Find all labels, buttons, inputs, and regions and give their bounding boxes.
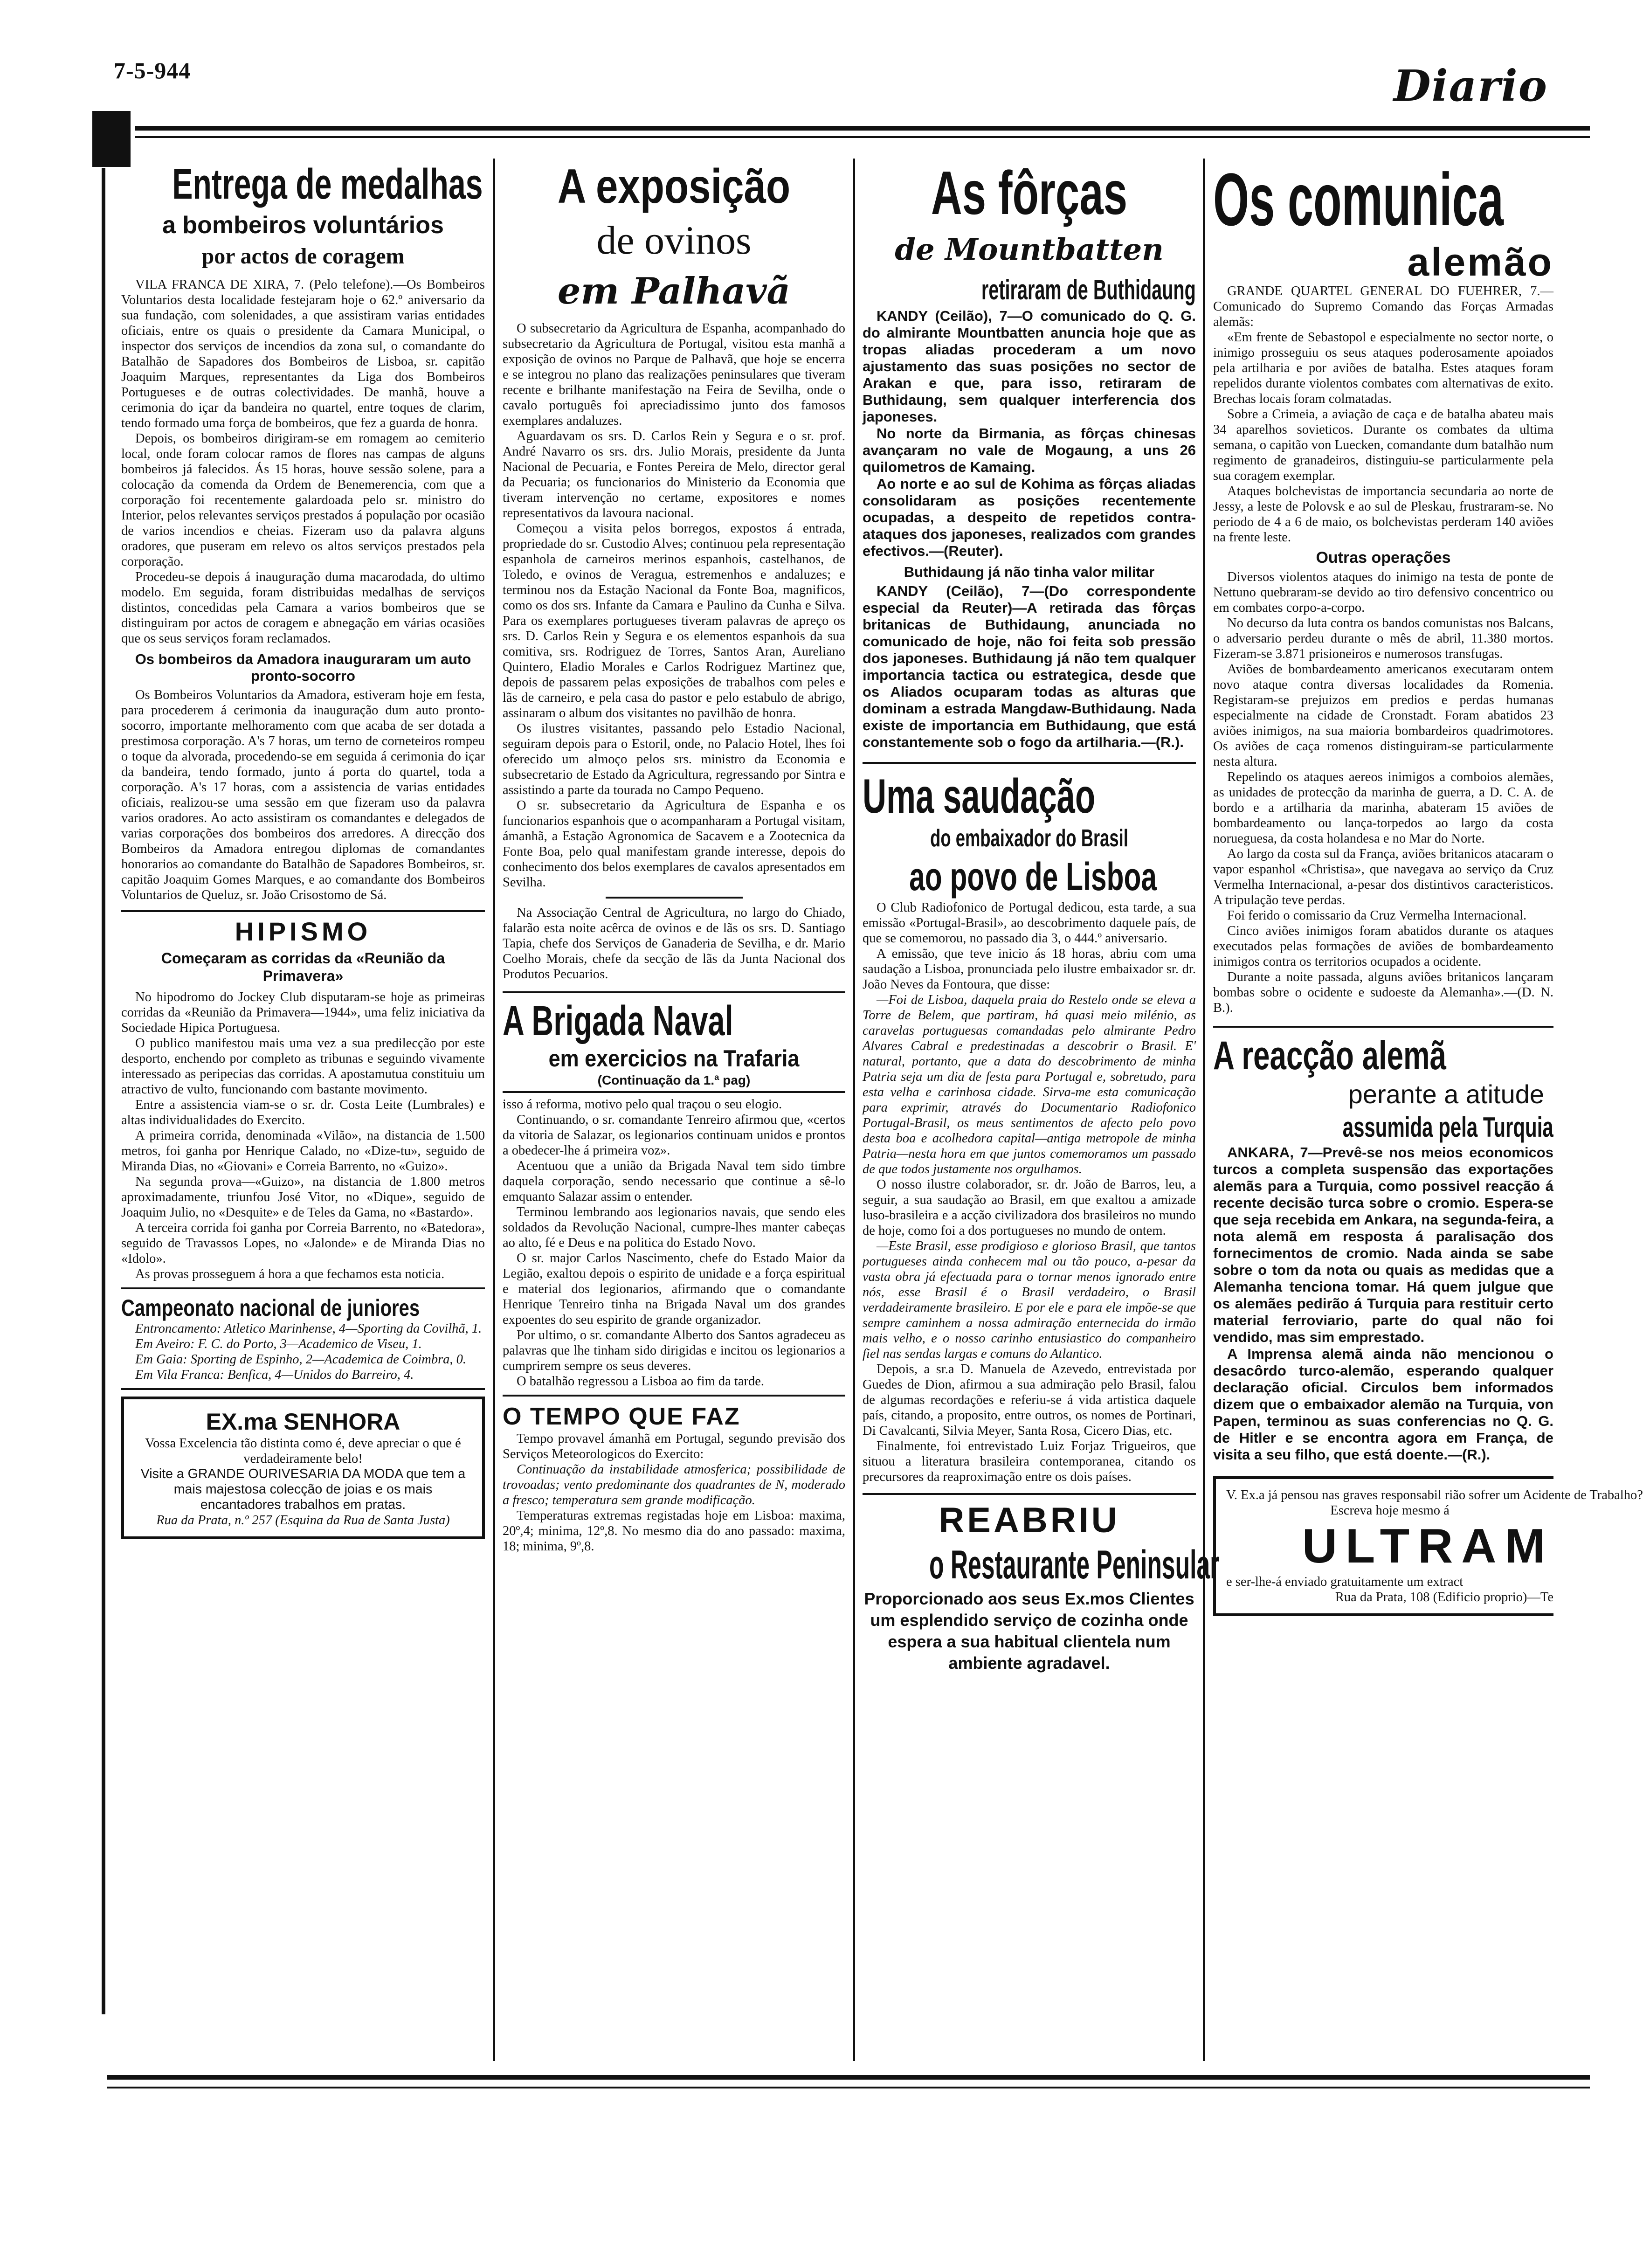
section-subhead: Outras operações [1316,549,1451,567]
column-rule-1 [493,159,495,2061]
ad-address: Rua da Prata, n.º 257 (Esquina da Rua de Santa Justa) [156,1513,450,1528]
paragraph: Finalmente, foi entrevistado Luiz Forjaz Trigueiros, que situou a literatura brasileira contemporanea, citando os precursores da reaproximação entre os dois países. [863,1439,1196,1484]
top-rule-thin [135,136,1590,138]
article-comunicado [1213,159,1553,1016]
paragraph: Temperaturas extremas registadas hoje em Lisboa: maxima, 20º,4; minima, 12º,8. No mesmo dia do ano passado: maxima, 18; minima, 9º,8. [503,1508,845,1554]
subheadline-2: assumida pela Turquia [1342,1112,1553,1143]
column-rule-2 [853,159,855,2061]
paragraph: No norte da Birmania, as fôrças chinesas avançaram no vale de Mogaung, a uns 26 quilometros de Kamaing. [863,425,1196,475]
paragraph: isso á reforma, motivo pelo qual traçou o seu elogio. [503,1097,782,1112]
divider [863,1493,1196,1495]
paragraph: Diversos violentos ataques do inimigo na testa de ponte de Nettuno quebraram-se devido ao tiro defensivo concentrico ou em combates corpo-a-corpo. [1213,570,1553,615]
paragraph: KANDY (Ceilão), 7—O comunicado do Q. G. do almirante Mountbatten anuncia hoje que as tropas aliadas procederam a um novo ajustamento das suas posições no sector de Arakan e que, para isso, retiraram de Buthidaung, sem qualquer interferencia dos japoneses. [863,308,1196,425]
paragraph: GRANDE QUARTEL GENERAL DO FUEHRER, 7.—Comunicado do Supremo Comando das Forças Armadas alemãs: [1213,284,1553,329]
headline: As fôrças [931,159,1128,227]
article-tempo [503,1402,845,1554]
subheadline-2: por actos de coragem [201,244,405,269]
ad-text: Escreva hoje mesmo á [1330,1503,1450,1518]
headline: A exposição [557,159,791,214]
paragraph: Os Bombeiros Voluntarios da Amadora, estiveram hoje em festa, para procederem á cerimonia da inauguração dum auto pronto-socorro, importante melhoramento com que acaba de ser dotada a prestimosa corporação. A's 7 horas, um terno de corneteiros rompeu o toque da alvorada, procedendo-se em seguida á cerimonia do içar da bandeira, tendo formado, junto á porta do quartel, toda a corporação. A's 17 horas, com a assistencia de varias entidades oficiais, realizou-se uma sessão em que fizeram uso da palavra varios oradores. Ao acto assistiram os comandantes e delegados de varias corporações dos bombeiros dos arredores. A direcção dos Bombeiros da Amadora entregou diplomas de comandantes honorarios ao comandante do Batalhão de Sapadores Bombeiros, sr. capitão Joaquim Gomes Marques, e ao comandante dos Bombeiros Voluntarios de Queluz, sr. João Crisostomo de Sá. [121,688,485,902]
masthead: Diario [1393,61,1548,111]
paragraph: «Em frente de Sebastopol e especialmente no sector norte, o inimigo prosseguiu os seus ataques poderosamente apoiados pela artilharia e por aviões de batalha. Estes ataques foram repelidos durante violentos combates com alternativas de exito. Brechas locais foram colmatadas. [1213,330,1553,406]
paragraph: Ao largo da costa sul da França, aviões britanicos atacaram o vapor espanhol «Christisa», que navegava ao serviço da Cruz Vermelha Internacional, a-pesar dos distintivos caracteristicos. A tripulação teve perdas. [1213,847,1553,907]
continuation-note: (Continuação da 1.ª pag) [597,1073,751,1087]
paragraph: Na Associação Central de Agricultura, no largo do Chiado, falarão esta noite acêrca de ovinos e de lãs os srs. D. Santiago Tapia, chefe dos Serviços de Ganaderia de Sevilha, e dr. Mario Coelho Morais, chefe da secção de lãs da Junta Nacional dos Produtos Pecuarios. [503,906,845,982]
subheadline-2: retiraram de Buthidaung [981,274,1196,305]
column-3 [863,159,1220,1674]
paragraph: As provas prosseguem á hora a que fechamos esta noticia. [135,1267,445,1281]
paragraph: O nosso ilustre colaborador, sr. dr. João de Barros, leu, a seguir, a sua saudação ao Brasil, em que exaltou a amizade luso-brasileira e a acção civilizadora dos brasileiros no mundo de hoje, como foi a dos portugueses no mundo de ontem. [863,1177,1196,1238]
ad-brand: ULTRAM [1302,1519,1553,1573]
divider [503,1091,845,1093]
paragraph: Terminou lembrando aos legionarios navais, que sendo eles soldados da Revolução Nacional, cumpre-lhes manter cabeças ao alto, fé e Deus e na politica do Estado Novo. [503,1205,845,1250]
paragraph: Em Gaia: Sporting de Espinho, 2—Academica de Coimbra, 0. [135,1352,467,1367]
paragraph: Cinco aviões inimigos foram abatidos durante os ataques executados pelas formações de aviões de bombardeamento inimigos contra os territorios ocupados a ocidente. [1213,924,1553,969]
paragraph: O sr. subsecretario da Agricultura de Espanha e os funcionarios espanhois que o acompanharam a Portugal visitam, ámanhã, a Estação Agronomica de Sacavem e a Zootecnica da Fonte Boa, pelo qual manifestam grande interesse, depois do conhecimento dos belos exemplares de cavalos apresentados em Sevilha. [503,798,845,890]
article-medalhas [121,159,485,903]
subheadline: do embaixador do Brasil [930,825,1128,852]
ad-title: EX.ma SENHORA [206,1409,400,1435]
paragraph: O batalhão regressou a Lisboa ao fim da tarde. [517,1374,765,1389]
paragraph: Entre a assistencia viam-se o sr. dr. Costa Leite (Lumbrales) e altas individualidades do Exercito. [121,1098,485,1127]
ad-text: e ser-lhe-á enviado gratuitamente um extract [1226,1575,1464,1589]
headline: O TEMPO QUE FAZ [503,1403,740,1430]
article-brigada [503,998,845,1389]
article-exposicao [503,159,845,982]
paragraph: Por ultimo, o sr. comandante Alberto dos Santos agradeceu as palavras que lhe tinham sido dirigidas e incitou os legionarios a cumprirem sempre os seus deveres. [503,1328,845,1373]
subheadline: alemão [1407,240,1553,284]
issue-date: 7-5-944 [114,57,191,83]
paragraph: O publico manifestou mais uma vez a sua predilecção por este desporto, enchendo por completo as tribunas e seguindo vivamente interessado as peripecias das corridas. A apostamutua constituiu um atractivo de vulto, funcionando com bastante movimento. [121,1036,485,1097]
subheadline: a bombeiros voluntários [162,212,444,239]
ad-address: Rua da Prata, 108 (Edificio proprio)—Te [1335,1590,1553,1604]
paragraph: Em Vila Franca: Benfica, 4—Unidos do Barreiro, 4. [135,1368,414,1382]
paragraph: A emissão, que teve inicio ás 18 horas, abriu com uma saudação a Lisboa, pronunciada pelo ilustre embaixador sr. dr. João Neves da Fontoura, que disse: [863,947,1196,992]
article-saudacao [863,769,1196,1485]
paragraph: A terceira corrida foi ganha por Correia Barrento, no «Batedora», seguido de Travassos Lopes, no «Jalonde» e de Miranda Dias no «Idolo». [121,1221,485,1266]
divider [121,910,485,912]
section-subhead: Buthidaung já não tinha valor militar [904,564,1155,580]
headline: HIPISMO [235,917,372,946]
bottom-rule [107,2075,1590,2080]
paragraph: Aviões de bombardeamento americanos executaram ontem novo ataque contra diversas localidades da Romenia. Registaram-se prejuizos em predios e perdas humanas especialmente na cidade de Cronstadt. Foram abatidos 23 aviões inimigos, na sua maioria bombardeiros quadrimotores. Os aviões de caça romenos distinguiram-se particularmente nesta altura. [1213,662,1553,769]
paragraph: Repelindo os ataques aereos inimigos a comboios alemães, as unidades de protecção da marinha de guerra, a D. C. A. de bordo e a artilharia da marinha, abateram 15 aviões de bombardeamento ou lança-torpedos ao largo da costa norueguesa, da costa holandesa e no Mar do Norte. [1213,770,1553,846]
paragraph: Ataques bolchevistas de importancia secundaria ao norte de Jessy, a leste de Polovsk e ao sul de Pleskau, frustraram-se. No periodo de 4 a 6 de maio, os bolchevistas perderam 140 aviões na frente leste. [1213,484,1553,545]
ad-title: REABRIU [939,1500,1120,1540]
divider [606,897,743,899]
paragraph: Foi ferido o comissario da Cruz Vermelha Internacional. [1227,908,1527,923]
paragraph: KANDY (Ceilão), 7—(Do correspondente especial da Reuter)—A retirada das fôrças britanicas de Buthidaung, anunciada no comunicado de hoje, não foi feita sob pressão dos japoneses. Buthidaung já não tem qualquer importancia tactica ou estrategica, desde que os Aliados ocuparam todas as alturas que dominam a estrada Mangdaw-Buthidaung. Nada existe de importancia em Buthidaung, que está constantemente sob o fogo da artilharia.—(R.). [863,583,1196,750]
subheadline-2: ao povo de Lisboa [909,855,1157,899]
paragraph: O sr. major Carlos Nascimento, chefe do Estado Maior da Legião, exaltou depois o espirito de unidade e a força espiritual e material dos legionarios, afirmando que o comandante Henrique Tenreiro tinha na Brigada Naval um dos grandes expoentes do seu espirito de grande organizador. [503,1251,845,1327]
article-reaccao [1213,1033,1553,1463]
bottom-rule-thin [107,2087,1590,2088]
article-hipismo [121,916,485,1282]
column-1 [121,159,485,1539]
paragraph: Durante a noite passada, alguns aviões britanicos lançaram bombas sobre o ocidente e sudoeste da Alemanha».—(D. N. B.). [1213,970,1553,1015]
paragraph: VILA FRANCA DE XIRA, 7. (Pelo telefone).—Os Bombeiros Voluntarios desta localidade festejaram hoje o 62.º aniversario da sua fundação, com solenidades, a que assistiram varias entidades oficiais, entre os quais o presidente da Camara Municipal, o inspector dos serviços de incendios da zona sul, o comandante do Batalhão de Sapadores dos Bombeiros de Lisboa, sr. capitão Joaquim Marques, representantes da Liga dos Bombeiros Portugueses e de outras colectividades. De manhã, houve a cerimonia do içar da bandeira no quartel, entre toques de clarim, tendo formado uma força de bombeiros, que fez a guarda de honra. [121,277,485,430]
paragraph: Continuando, o sr. comandante Tenreiro afirmou que, «certos da vitoria de Salazar, os legionarios continuam unidos e prontos a obedecer-lhe á primeira voz». [503,1113,845,1158]
divider [503,1395,845,1397]
paragraph: No hipodromo do Jockey Club disputaram-se hoje as primeiras corridas da «Reunião da Primavera—1944», uma feliz iniciativa da Sociedade Hipica Portuguesa. [121,990,485,1035]
divider [121,1388,485,1390]
paragraph: —Este Brasil, esse prodigioso e glorioso Brasil, que tantos portugueses ainda conhecem mal ou tão pouco, a-pesar da vasta obra já efectuada para o tornar menos ignorado entre nós, esse Brasil é o Brasil verdadeiro, o Brasil verdadeiramente brasileiro. E por ele e para ele impõe-se que sempre caminhem a nossa admiração enternecida do irmão mais velho, e o nosso carinho entusiastico do companheiro fiel nas sendas largas e comuns do Atlantico. [863,1239,1196,1361]
paragraph: O Club Radiofonico de Portugal dedicou, esta tarde, a sua emissão «Portugal-Brasil», ao descobrimento daquele país, de que se comemorou, no passado dia 3, o 444.º aniversario. [863,900,1196,946]
subheadline: de ovinos [596,218,752,263]
ad-restaurante [863,1500,1220,1674]
paragraph: Começou a visita pelos borregos, expostos á entrada, propriedade do sr. Custodio Alves; continuou pela representação espanhola de carneiros merinos espanhois, castelhanos, de Toledo, e ovinos de Veragua, estremenhos e andaluzes; e terminou nos da Estação Nacional da Fonte Boa, magnificos, como os dos srs. Infante da Camara e Paulino da Cunha e Silva. Para os exemplares portugueses tiveram palavras de apreço os srs. D. Carlos Rein y Segura e os elementos espanhois da sua comitiva, srs. Rodriguez de Torres, Santos Aran, Aureliano Quintero, Eladio Morales e Carlos Rodriguez Martinez que, depois de passarem pelas exposições de trabalhos com peles e lãs de carneiro, e pela casa do pastor e pelo estabulo de abrigo, assinaram o album dos visitantes no pavilhão de honra. [503,521,845,720]
paragraph: Procedeu-se depois á inauguração duma macarodada, do ultimo modelo. Em seguida, foram distribuidas medalhas de serviços distintos, concedidas pela Camara a varios bombeiros que se distinguiram por actos de coragem e abnegação em várias ocasiões que os seus serviços foram reclamados. [121,570,485,646]
headline: A Brigada Naval [503,998,733,1044]
subheadline: Começaram as corridas da «Reunião da Primavera» [161,950,445,984]
ad-text: Visite a GRANDE OURIVESARIA DA MODA que tem a mais majestosa colecção de joias e os mais encantadores trabalhos em pratas. [140,1466,466,1512]
headline: Campeonato nacional de juniores [121,1295,420,1321]
paragraph: Continuação da instabilidade atmosferica; possibilidade de trovoadas; vento predominante dos quadrantes de N, moderado a fresco; temperatura sem grande modificação. [503,1462,845,1507]
ad-ourivesaria [121,1397,485,1539]
ad-text: Vossa Excelencia tão distinta como é, deve apreciar o que é verdadeiramente belo! [145,1436,461,1466]
divider [503,991,845,993]
headline: Entrega de medalhas [172,160,483,208]
column-4 [1213,158,1643,1616]
paragraph: Sobre a Crimeia, a aviação de caça e de batalha abateu mais 34 aparelhos sovieticos. Durante os combates da ultima semana, o capitão von Luecken, comandante dum batalhão num regimento de granadeiros, distinguiu-se particularmente pela sua coragem exemplar. [1213,407,1553,483]
paragraph: Aguardavam os srs. D. Carlos Rein y Segura e o sr. prof. André Navarro os srs. drs. Julio Morais, presidente da Junta Nacional de Pecuaria, e Fontes Pereira de Melo, director geral da Pecuaria; os funcionarios do Ministerio da Economia que tiveram intervenção no certame, expositores e nomes representativos da lavoura nacional. [503,429,845,520]
divider [1213,1026,1553,1028]
ad-text: Proporcionado aos seus Ex.mos Clientes um esplendido serviço de cozinha onde espera a sua habitual clientela num ambiente agradavel. [864,1589,1194,1673]
paragraph: —Foi de Lisboa, daquela praia do Restelo onde se eleva a Torre de Belem, que partiram, há quasi meio milénio, as caravelas portuguesas comandadas pelo almirante Pedro Alvares Cabral e predestinadas a descobrir o Brasil. E' natural, portanto, que a data do descobrimento de minha Patria seja um dia de festa para Portugal e, sobretudo, para esta velha e carinhosa cidade. Sirva-me esta comunicação para exprimir, através do Documentario Radiofonico Portugal-Brasil, os meus sentimentos de afecto pelo povo desta boa e acolhedora capital—antiga metropole de minha Patria—nesta hora em que juntos comemoramos um passado de que todos justamente nos orgulhamos. [863,993,1196,1176]
article-mountbatten [863,159,1196,751]
subheadline: de Mountbatten [895,232,1164,267]
paragraph: O subsecretario da Agricultura de Espanha, acompanhado do subsecretario da Agricultura de Portugal, visitou esta manhã a exposição de ovinos no Parque de Palhavã, que hoje se encerra e se integrou no plano das realizações peninsulares que tiveram recente e brilhante manifestação na Feira de Sevilha, onde o cavalo português foi apreciadissimo junto dos famosos exemplares andaluzes. [503,321,845,428]
divider [121,1287,485,1289]
column-rule-3 [1203,159,1205,2061]
paragraph: Tempo provavel ámanhã em Portugal, segundo previsão dos Serviços Meteorologicos do Exercito: [503,1431,845,1461]
divider [863,762,1196,764]
paragraph: Em Aveiro: F. C. do Porto, 3—Academico de Viseu, 1. [135,1337,422,1351]
paragraph: Os ilustres visitantes, passando pelo Estadio Nacional, seguiram depois para o Estoril, onde, no Palacio Hotel, lhes foi oferecido um almoço pelos srs. ministro da Economia e subsecretario de Estado da Agricultura, regressando por Sintra e assistindo a parte da tourada no Campo Pequeno. [503,721,845,797]
article-juniores [121,1295,485,1383]
headline: Uma saudação [863,769,1096,823]
left-margin-rule [102,168,105,2014]
section-subhead: Os bombeiros da Amadora inauguraram um auto pronto-socorro [135,651,471,684]
headline: A reacção alemã [1213,1033,1447,1078]
paragraph: Depois, a sr.a D. Manuela de Azevedo, entrevistada por Guedes de Dion, afirmou a sua admiração pelo Brasil, falou de algumas recordações e referiu-se á vida artistica daquele país, citando, a proposito, entre outros, os nomes de Portinari, Di Cavalcanti, Silvia Meyer, Santa Rosa, Cicero Dias, etc. [863,1362,1196,1438]
paragraph: Depois, os bombeiros dirigiram-se em romagem ao cemiterio local, onde foram colocar ramos de flores nas campas de alguns bombeiros já falecidos. Ás 15 horas, houve sessão solene, para a colocação da comenda da Ordem de Benemerencia, com que a corporação foi recentemente galardoada pelo sr. ministro do Interior, pelos relevantes serviços prestados á população por ocasião de varios incendios e cheias. Fizeram uso da palavra alguns oradores, que puseram em relevo os altos serviços prestados pela corporação. [121,431,485,569]
headline: Os comunica [1213,158,1504,241]
paragraph: A Imprensa alemã ainda não mencionou o desacôrdo turco-alemão, esperando qualquer declaração oficial. Circulos bem informados dizem que o embaixador alemão na Turquia, von Papen, terminou as suas conferencias no Q. G. de Hitler e se encontra agora em França, de visita a seu filho, que está doente.—(R.). [1213,1346,1553,1463]
ad-text: V. Ex.a já pensou nas graves responsabil rião sofrer um Acidente de Trabalho? [1226,1488,1643,1502]
paragraph: A primeira corrida, denominada «Vilão», na distancia de 1.500 metros, foi ganha por Henrique Calado, no «Dize-tu», seguido de Miranda Dias, no «Giovani» e Correia Barrento, no «Guizo». [121,1128,485,1174]
ad-subtitle: o Restaurante Peninsular [929,1542,1220,1587]
paragraph: No decurso da luta contra os bandos comunistas nos Balcans, o adversario perdeu durante o mês de abril, 11.380 mortos. Fizeram-se 3.871 prisioneiros e numerosos transfugas. [1213,616,1553,661]
column-2 [503,159,845,1554]
ad-ultramar [1213,1476,1643,1616]
subheadline: em exercicios na Trafaria [548,1045,800,1072]
subheadline-2: em Palhavã [557,270,791,312]
paragraph: Ao norte e ao sul de Kohima as fôrças aliadas consolidaram as posições recentemente ocupadas, a despeito de repetidos contra-ataques dos japoneses, realizados com grandes efectivos.—(Reuter). [863,476,1196,559]
paragraph: Entroncamento: Atletico Marinhense, 4—Sporting da Covilhã, 1. [135,1321,482,1336]
subheadline: perante a atitude [1348,1079,1544,1109]
paragraph: Na segunda prova—«Guizo», na distancia de 1.800 metros aproximadamente, triunfou José Vitor, no «Dique», seguido de Joaquim Julio, no «Desquite» e de Teles da Gama, no «Bastardo». [121,1175,485,1220]
paragraph: ANKARA, 7—Prevê-se nos meios economicos turcos a completa suspensão das exportações alemãs para a Turquia, como possivel reacção á recente decisão turca sobre o cromio. Espera-se que seja recebida em Ankara, na segunda-feira, a nota alemã em resposta á paralisação dos fornecimentos de cromio. Nada ainda se sabe sobre o tom da nota ou quais as medidas que a Alemanha tenciona tomar. Há quem julgue que os alemães pedirão á Turquia para restituir certo material ferroviario, parte do qual não foi vendido, mas sim emprestado. [1213,1144,1553,1345]
paragraph: Acentuou que a união da Brigada Naval tem sido timbre daquela corporação, sendo necessario que continue a sê-lo emquanto Salazar assim o entender. [503,1159,845,1204]
top-rule [135,126,1590,131]
